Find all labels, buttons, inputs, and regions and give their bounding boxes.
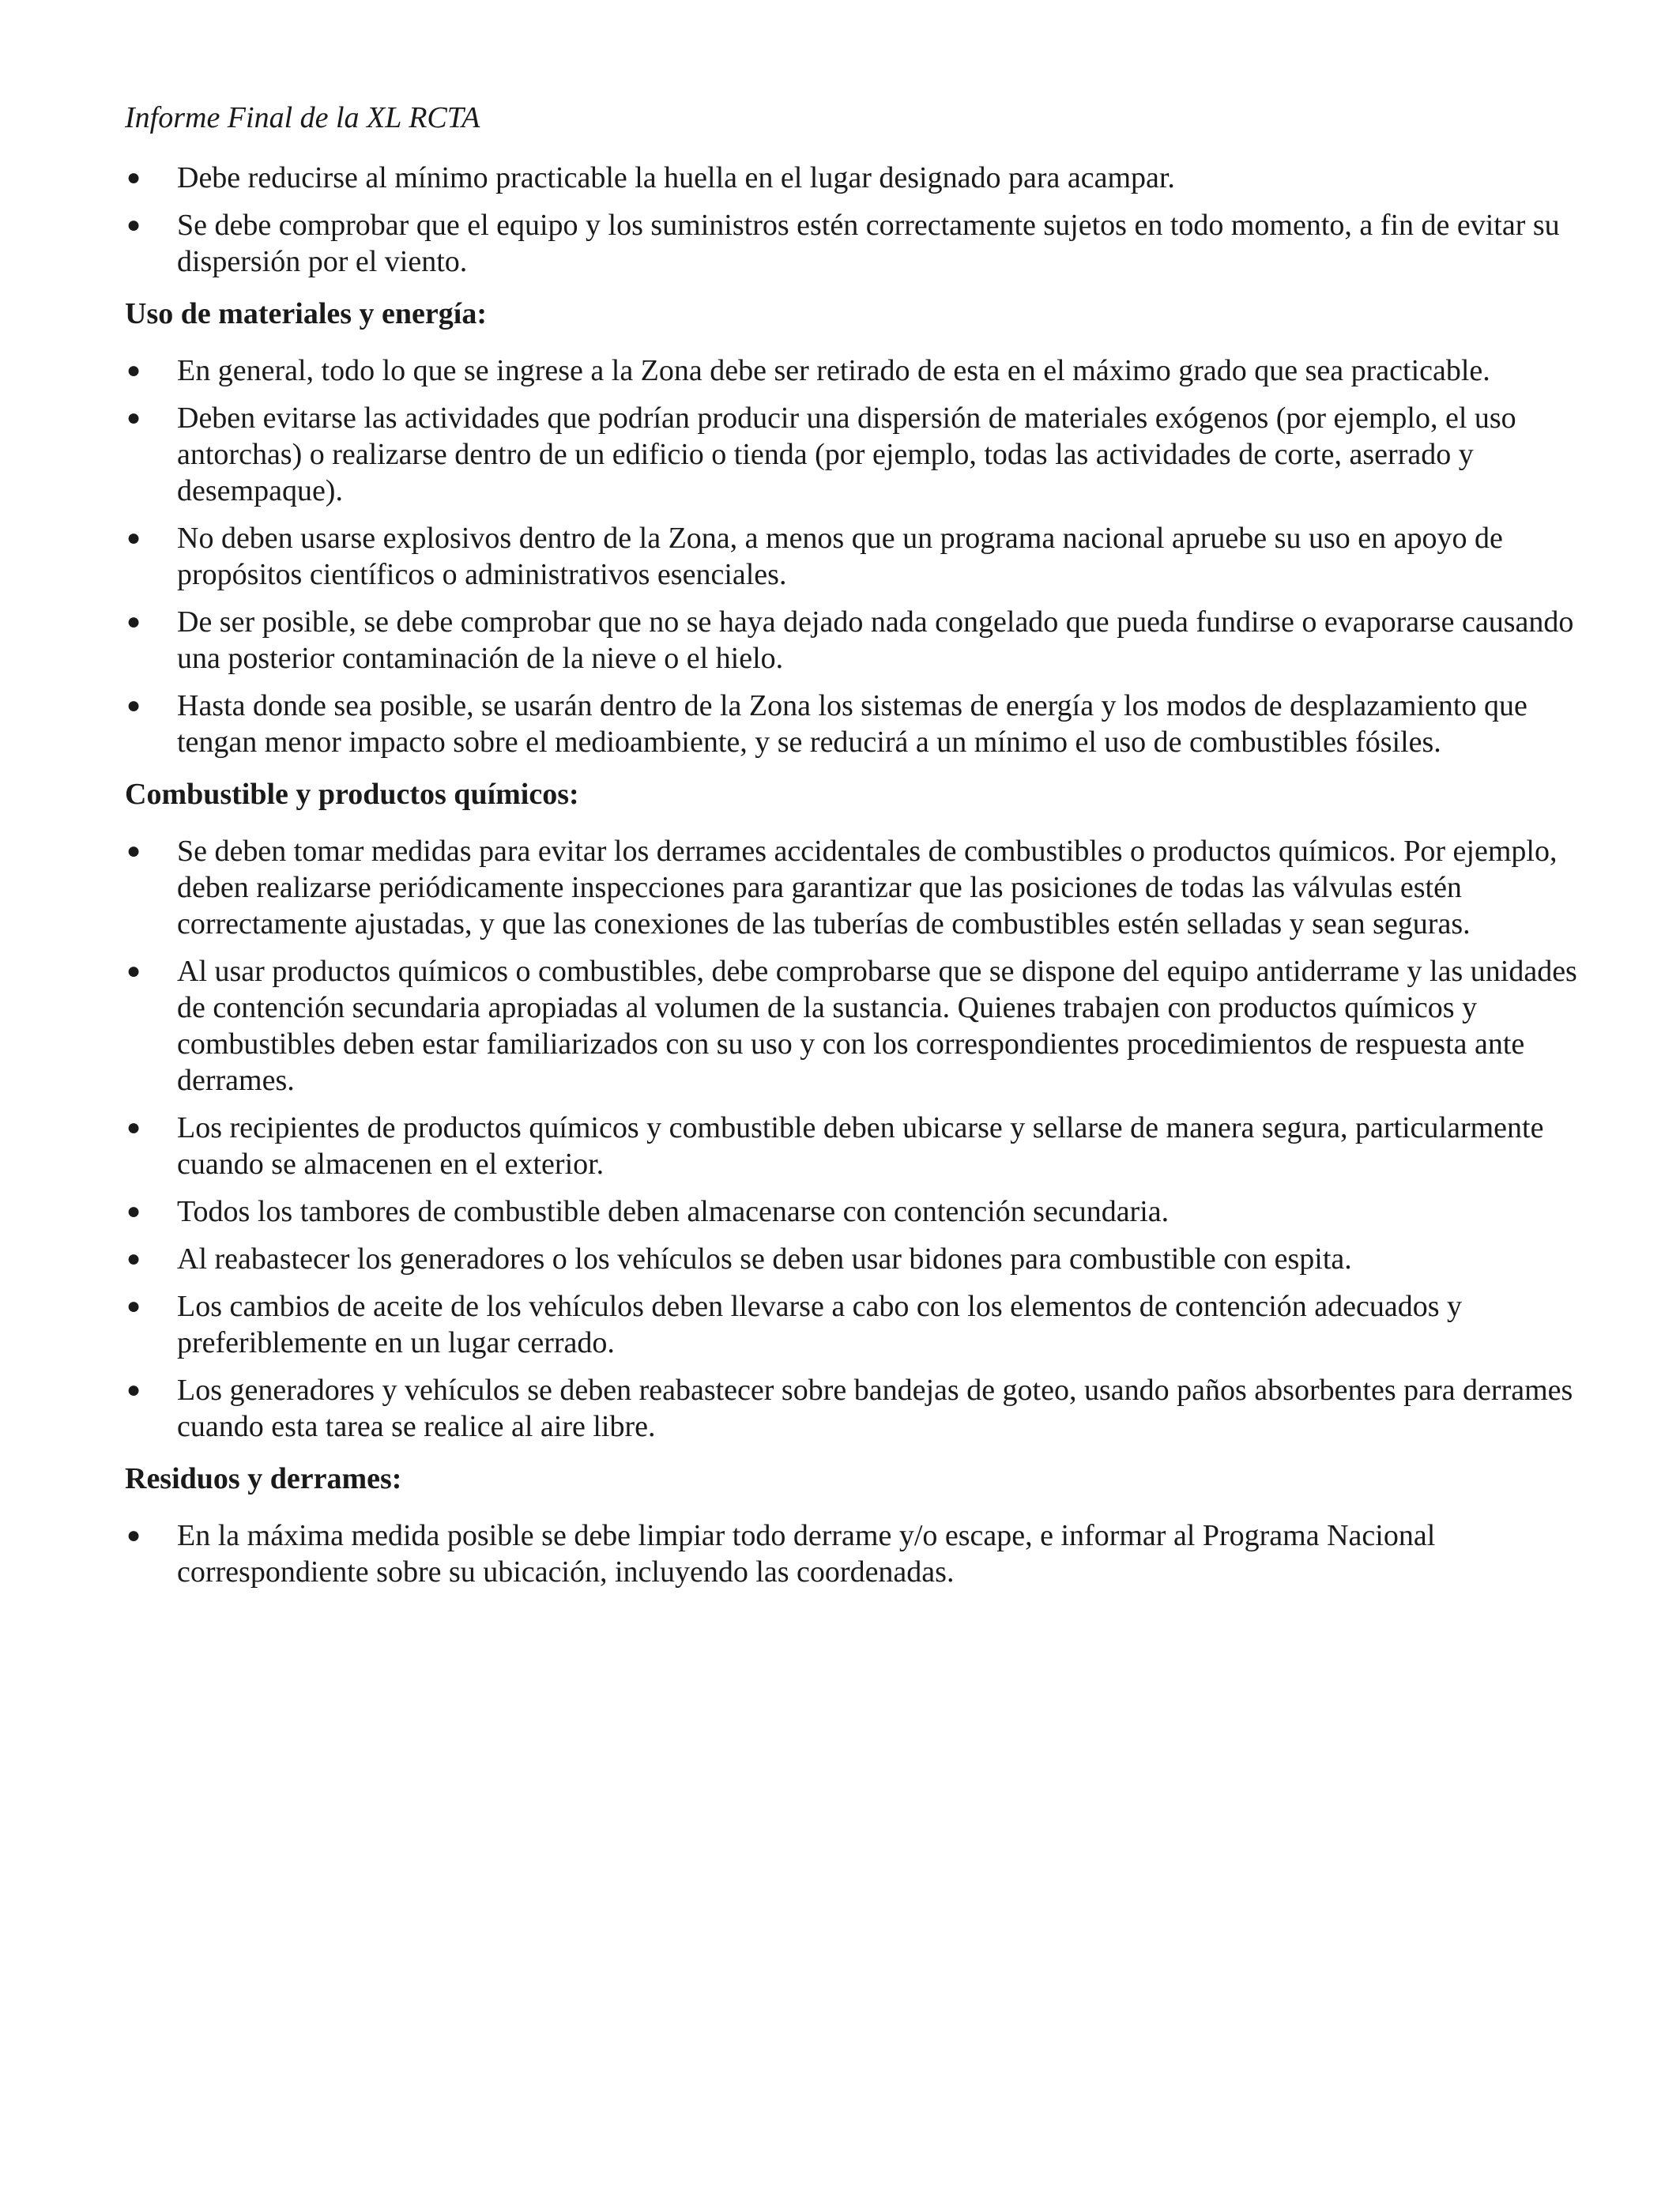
list-item — [125, 1288, 1579, 1361]
list-item-text: Los generadores y vehículos se deben reabastecer sobre bandejas de goteo, usando paños absorbentes para derrames cuando esta tarea se realice al aire libre. — [177, 1374, 1573, 1443]
intro-bullet-list — [125, 160, 1579, 280]
bullet-list — [125, 833, 1579, 1445]
bullet-list — [125, 352, 1579, 760]
list-item-text: En la máxima medida posible se debe limpiar todo derrame y/o escape, e informar al Programa Nacional correspondiente sobre su ubicación, incluyendo las coordenadas. — [177, 1519, 1436, 1589]
bullet-icon: ● — [126, 1114, 141, 1140]
section-heading: Residuos y derrames: — [125, 1462, 402, 1495]
list-item — [125, 604, 1579, 677]
document-page — [125, 100, 1579, 1601]
list-item — [125, 520, 1579, 593]
list-item — [125, 400, 1579, 509]
section-materials-energy — [125, 296, 1579, 760]
list-item-text: No deben usarse explosivos dentro de la Zona, a menos que un programa nacional apruebe su uso en apoyo de propósitos científicos o administrativos esenciales. — [177, 522, 1503, 591]
list-item-text: Se deben tomar medidas para evitar los derrames accidentales de combustibles o productos químicos. Por ejemplo, deben realizarse periódicamente inspecciones para garantizar que las posiciones de todas las válvulas estén correctamente ajustadas, y que las conexiones de las tuberías de combustibles estén selladas y sean seguras. — [177, 835, 1558, 941]
bullet-icon: ● — [126, 609, 141, 635]
bullet-icon: ● — [126, 525, 141, 551]
list-item — [125, 352, 1579, 389]
list-item — [125, 1110, 1579, 1182]
bullet-icon: ● — [126, 1522, 141, 1548]
list-item-text: En general, todo lo que se ingrese a la Zona debe ser retirado de esta en el máximo grado que sea practicable. — [177, 354, 1490, 387]
bullet-icon: ● — [126, 1377, 141, 1403]
list-item-text: Todos los tambores de combustible deben almacenarse con contención secundaria. — [177, 1195, 1170, 1228]
list-item — [125, 1372, 1579, 1445]
bullet-icon: ● — [126, 1198, 141, 1224]
list-item — [125, 160, 1579, 196]
bullet-icon: ● — [126, 692, 141, 718]
list-item-text: Hasta donde sea posible, se usarán dentro de la Zona los sistemas de energía y los modos de desplazamiento que tengan menor impacto sobre el medioambiente, y se reducirá a un mínimo el uso de combustibles fósiles. — [177, 689, 1527, 759]
section-heading: Combustible y productos químicos: — [125, 778, 579, 811]
bullet-icon: ● — [126, 357, 141, 383]
list-item-text: Los cambios de aceite de los vehículos deben llevarse a cabo con los elementos de contención adecuados y preferiblemente en un lugar cerrado. — [177, 1290, 1463, 1359]
list-item-text: Los recipientes de productos químicos y combustible deben ubicarse y sellarse de manera segura, particularmente cuando se almacenen en el exterior. — [177, 1111, 1544, 1181]
list-item-text: Deben evitarse las actividades que podrían producir una dispersión de materiales exógenos (por ejemplo, el uso antorchas) o realizarse dentro de un edificio o tienda (por ejemplo, todas las actividades de corte, aserrado y desempaque). — [177, 401, 1516, 507]
bullet-list — [125, 1517, 1579, 1590]
section-waste-spills — [125, 1461, 1579, 1590]
bullet-icon: ● — [126, 838, 141, 864]
list-item-text: Al reabastecer los generadores o los vehículos se deben usar bidones para combustible con espita. — [177, 1242, 1352, 1276]
list-item-text: De ser posible, se debe comprobar que no se haya dejado nada congelado que pueda fundirse o evaporarse causando una posterior contaminación de la nieve o el hielo. — [177, 605, 1574, 675]
list-item-text: Se debe comprobar que el equipo y los suministros estén correctamente sujetos en todo momento, a fin de evitar su dispersión por el viento. — [177, 209, 1560, 278]
bullet-icon: ● — [126, 1293, 141, 1319]
list-item — [125, 833, 1579, 942]
list-item — [125, 1241, 1579, 1277]
bullet-icon: ● — [126, 405, 141, 431]
list-item-text: Debe reducirse al mínimo practicable la huella en el lugar designado para acampar. — [177, 161, 1175, 194]
list-item — [125, 1517, 1579, 1590]
list-item — [125, 688, 1579, 760]
bullet-icon: ● — [126, 958, 141, 984]
section-fuel-chemicals — [125, 776, 1579, 1445]
list-item — [125, 1193, 1579, 1230]
list-item-text: Al usar productos químicos o combustibles, debe comprobarse que se dispone del equipo antiderrame y las unidades de contención secundaria apropiadas al volumen de la sustancia. Quienes trabajen con productos químicos y combustibles deben estar familiarizados con su uso y con los correspondientes procedimientos de respuesta ante derrames. — [177, 955, 1577, 1097]
list-item — [125, 953, 1579, 1099]
section-heading: Uso de materiales y energía: — [125, 297, 487, 330]
bullet-icon: ● — [126, 1246, 141, 1272]
bullet-icon: ● — [126, 212, 141, 238]
list-item — [125, 207, 1579, 280]
running-header: Informe Final de la XL RCTA — [125, 101, 480, 134]
bullet-icon: ● — [126, 164, 141, 190]
